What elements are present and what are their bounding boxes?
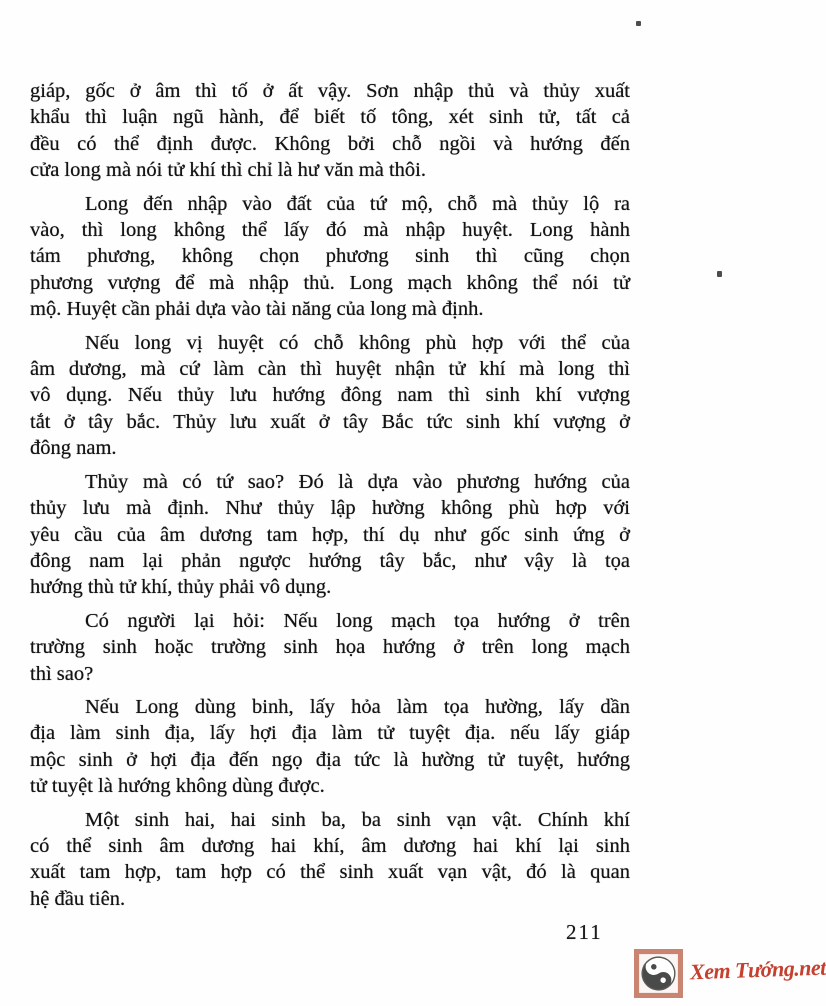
text-line: tử tuyệt là hướng không dùng được. <box>30 775 325 798</box>
text-line: khẩu thì luận ngũ hành, để biết tố tông, xét sinh tử, tất cả <box>30 106 630 129</box>
text-line: Có người lại hỏi: Nếu long mạch tọa hướng ở trên <box>85 609 630 632</box>
text-line: hướng thù tử khí, thủy phải vô dụng. <box>30 576 332 599</box>
text-line: thủy lưu mà định. Như thủy lập hường không phù hợp với <box>30 497 630 520</box>
watermark-text: Xem Tướng.net <box>689 954 826 985</box>
text-line: phương vượng để mà nhập thủ. Long mạch không thể nói tử <box>30 271 630 294</box>
paragraph <box>30 608 630 687</box>
text-line: yêu cầu của âm dương tam hợp, thí dụ như gốc sinh ứng ở <box>30 523 630 546</box>
watermark <box>634 949 826 998</box>
text-line: Long đến nhập vào đất của tứ mộ, chỗ mà thủy lộ ra <box>85 192 630 215</box>
text-line: mộc sinh ở hợi địa đến ngọ địa tức là hường tử tuyệt, hướng <box>30 748 630 771</box>
ink-speck <box>717 271 722 277</box>
text-line: cửa long mà nói tử khí thì chỉ là hư văn mà thôi. <box>30 159 426 182</box>
paragraph <box>30 330 630 462</box>
text-line: giáp, gốc ở âm thì tố ở ất vậy. Sơn nhập thủ và thủy xuất <box>30 80 630 102</box>
text-line: vô dụng. Nếu thủy lưu hướng đông nam thì sinh khí vượng <box>30 384 630 407</box>
text-line: mộ. Huyệt cần phải dựa vào tài năng của long mà định. <box>30 298 484 321</box>
ink-speck <box>636 21 641 26</box>
text-line: Thủy mà có tứ sao? Đó là dựa vào phương hướng của <box>85 470 630 493</box>
text-line: trường sinh hoặc trường sinh họa hướng ở trên long mạch <box>30 636 630 659</box>
text-line: Một sinh hai, hai sinh ba, ba sinh vạn vật. Chính khí <box>85 808 630 831</box>
paragraph <box>30 694 630 800</box>
text-line: tắt ở tây bắc. Thủy lưu xuất ở tây Bắc tức sinh khí vượng ở <box>30 410 630 433</box>
paragraph <box>30 78 630 184</box>
text-line: tám phương, không chọn phương sinh thì cũng chọn <box>30 245 630 268</box>
paragraph <box>30 469 630 601</box>
text-line: đều có thể định được. Không bởi chỗ ngồi và hướng đến <box>30 132 630 155</box>
paragraph <box>30 807 630 913</box>
text-line: vào, thì long không thể lấy đó mà nhập huyệt. Long hành <box>30 219 630 242</box>
text-line: đông nam. <box>30 437 117 460</box>
text-line: Nếu long vị huyệt có chỗ không phù hợp với thể của <box>85 331 630 354</box>
text-line: âm dương, mà cứ làm càn thì huyệt nhận tử khí mà long thì <box>30 358 630 381</box>
text-line: Nếu Long dùng binh, lấy hỏa làm tọa hường, lấy dần <box>85 695 630 718</box>
yin-yang-icon <box>634 949 683 998</box>
text-block <box>30 78 630 919</box>
text-line: địa làm sinh địa, lấy hợi địa làm tử tuyệt địa. nếu lấy giáp <box>30 722 630 745</box>
text-line: hệ đầu tiên. <box>30 887 126 910</box>
paragraph <box>30 191 630 323</box>
text-line: xuất tam hợp, tam hợp có thể sinh xuất vạn vật, đó là quan <box>30 861 630 884</box>
text-line: đông nam lại phản ngược hướng tây bắc, như vậy là tọa <box>30 549 630 572</box>
page-number: 211 <box>566 920 603 944</box>
text-line: có thể sinh âm dương hai khí, âm dương hai khí lại sinh <box>30 834 630 857</box>
text-line: thì sao? <box>30 662 94 685</box>
